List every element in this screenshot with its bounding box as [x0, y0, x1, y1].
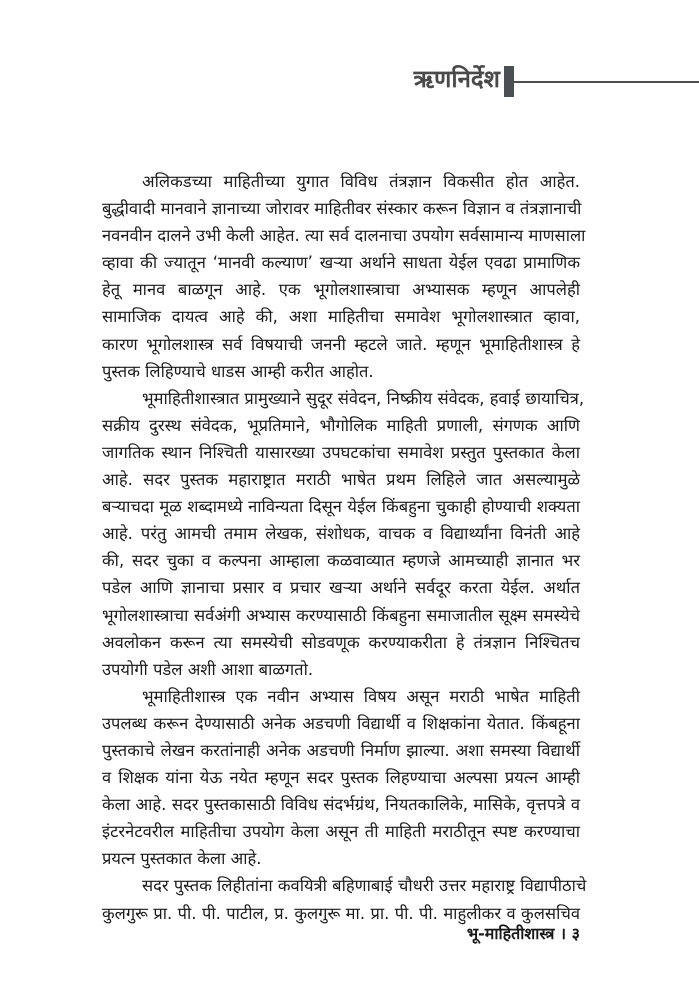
- text-line: प्रयत्न पुस्तकात केला आहे.: [102, 849, 262, 869]
- text-line: भूमाहितीशास्त्र एक नवीन अभ्यास विषय असून मराठी भाषेत माहिती: [142, 686, 580, 706]
- text-line: उपयोगी पडेल अशी आशा बाळगतो.: [102, 659, 314, 679]
- chapter-title: ऋणनिर्देश: [413, 65, 500, 93]
- text-line: सक्रीय दुरस्थ संवेदक, भूप्रतिमाने, भौगोलिक माहिती प्रणाली, संगणक आणि: [102, 415, 580, 435]
- text-line: कुलगुरू प्रा. पी. पी. पाटील, प्र. कुलगुरू मा. प्रा. पी. पी. माहुलीकर व कुलसचिव: [102, 903, 580, 923]
- header-bar-decoration: [504, 66, 514, 97]
- text-line: पुस्तक लिहिण्याचे धाडस आम्ही करीत आहोत.: [102, 361, 374, 381]
- text-line: कारण भूगोलशास्त्र सर्व विषयाची जननी म्हटले जाते. म्हणून भूमाहितीशास्त्र हे: [102, 334, 580, 354]
- body-text: [102, 168, 587, 927]
- text-line: इंटरनेटवरील माहितीचा उपयोग केला असून ती माहिती मराठीतून स्पष्ट करण्याचा: [102, 822, 580, 842]
- text-line: व्हावा की ज्यातून ‘मानवी कल्याण’ खऱ्या अर्थाने साधता येईल एवढा प्रामाणिक: [102, 253, 580, 273]
- text-line: आहे. परंतु आमची तमाम लेखक, संशोधक, वाचक व विद्यार्थ्यांना विनंती आहे: [102, 524, 580, 544]
- text-line: सदर पुस्तक लिहीतांना कवयित्री बहिणाबाई चौधरी उत्तर महाराष्ट्र विद्यापीठाचे: [142, 876, 587, 896]
- text-line: उपलब्ध करून देण्यासाठी अनेक अडचणी विद्यार्थी व शिक्षकांना येतात. किंबहूना: [102, 713, 580, 733]
- text-line: हेतू मानव बाळगून आहे. एक भूगोलशास्त्राचा अभ्यासक म्हणून आपलेही: [102, 280, 580, 300]
- text-line: बऱ्याचदा मूळ शब्दामध्ये नाविन्यता दिसून येईल किंबहुना चुकाही होण्याची शक्यता: [102, 497, 580, 517]
- text-line: व शिक्षक यांना येऊ नयेत म्हणून सदर पुस्तक लिहण्याचा अल्पसा प्रयत्न आम्ही: [102, 768, 580, 788]
- text-line: केला आहे. सदर पुस्तकासाठी विविध संदर्भग्रंथ, नियतकालिके, मासिके, वृत्तपत्रे व: [102, 795, 580, 815]
- text-line: सामाजिक दायत्व आहे की, अशा माहितीचा समावेश भूगोलशास्त्रात व्हावा,: [102, 307, 580, 327]
- text-line: की, सदर चुका व कल्पना आम्हाला कळवाव्यात म्हणजे आमच्याही ज्ञानात भर: [102, 551, 580, 571]
- paragraph: [102, 872, 587, 926]
- text-line: बुद्धीवादी मानवाने ज्ञानाच्या जोरावर माहितीवर संस्कार करून विज्ञान व तंत्रज्ञानाची: [102, 199, 582, 219]
- text-line: नवनवीन दालने उभी केली आहेत. त्या सर्व दालनाचा उपयोग सर्वसामान्य माणसाला: [102, 226, 586, 246]
- text-line: अलिकडच्या माहितीच्या युगात विविध तंत्रज्ञान विकसीत होत आहेत.: [142, 172, 580, 191]
- text-line: भूमाहितीशास्त्रात प्रामुख्याने सुदूर संवेदन, निष्क्रीय संवेदक, हवाई छायाचित्र,: [142, 388, 585, 408]
- text-line: पडेल आणि ज्ञानाचा प्रसार व प्रचार खऱ्या अर्थाने सर्वदूर करता येईल. अर्थात: [102, 578, 580, 598]
- text-line: आहे. सदर पुस्तक महाराष्ट्रात मराठी भाषेत प्रथम लिहिले जात असल्यामुळे: [102, 470, 580, 490]
- text-line: जागतिक स्थान निश्चिती यासारख्या उपघटकांचा समावेश प्रस्तुत पुस्तकात केला: [102, 442, 580, 462]
- paragraph: [102, 168, 586, 385]
- text-line: पुस्तकाचे लेखन करतांनाही अनेक अडचणी निर्माण झाल्या. अशा समस्या विद्यार्थी: [102, 740, 580, 760]
- page-footer: भू-माहितीशास्त्र । ३: [466, 924, 580, 943]
- text-line: भूगोलशास्त्राचा सर्वअंगी अभ्यास करण्यासाठी किंबहुना समाजातील सूक्ष्म समस्येचे: [102, 605, 580, 625]
- paragraph: [102, 683, 580, 873]
- text-line: अवलोकन करून त्या समस्येची सोडवणूक करण्याकरीता हे तंत्रज्ञान निश्चितच: [102, 632, 580, 652]
- paragraph: [102, 385, 585, 683]
- header-rule: [514, 81, 699, 83]
